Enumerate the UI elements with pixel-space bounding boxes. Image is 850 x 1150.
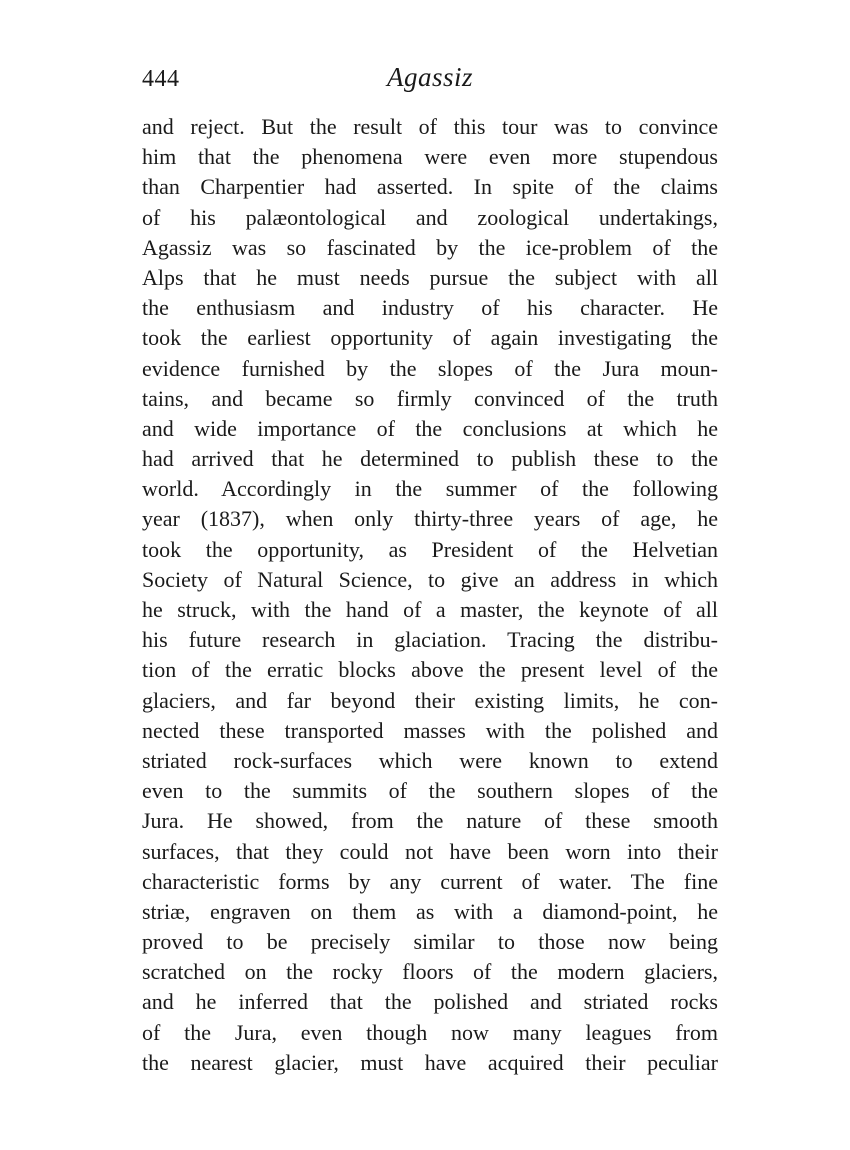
text-line: the nearest glacier, must have acquired their peculiar [142,1049,718,1075]
text-line: took the earliest opportunity of again investigating the [142,325,718,351]
text-line: tion of the erratic blocks above the present level of the [142,657,718,683]
text-line: than Charpentier had asserted. In spite of the claims [142,174,718,200]
text-line: world. Accordingly in the summer of the following [142,476,718,502]
text-line: and he inferred that the polished and striated rocks [142,989,718,1015]
text-line: nected these transported masses with the polished and [142,717,718,743]
text-line: and reject. But the result of this tour was to convince [142,114,718,139]
text-line: characteristic forms by any current of water. The fine [142,868,718,894]
body-text [142,112,718,1078]
text-line: of his palæontological and zoological undertakings, [142,204,718,230]
running-title: Agassiz [386,62,474,92]
text-line: Alps that he must needs pursue the subject with all [142,264,718,290]
text-line: striated rock-surfaces which were known to extend [142,747,718,773]
text-line: proved to be precisely similar to those now being [142,929,718,955]
page-number: 444 [142,66,180,92]
text-line: Jura. He showed, from the nature of these smooth [142,808,718,834]
text-line: and wide importance of the conclusions at which he [142,415,718,441]
text-line: of the Jura, even though now many leagues from [142,1019,718,1045]
running-head [142,62,718,98]
text-line: year (1837), when only thirty-three years of age, he [142,506,718,532]
text-line: his future research in glaciation. Tracing the distribu- [142,627,718,653]
text-line: tains, and became so firmly convinced of the truth [142,385,718,411]
text-line: evidence furnished by the slopes of the Jura moun- [142,355,718,381]
text-line: the enthusiasm and industry of his character. He [142,295,718,321]
text-line: had arrived that he determined to publish these to the [142,446,718,472]
text-line: him that the phenomena were even more stupendous [142,144,718,170]
text-line: striæ, engraven on them as with a diamond-point, he [142,898,718,924]
text-line: surfaces, that they could not have been worn into their [142,838,718,864]
text-line: scratched on the rocky floors of the modern glaciers, [142,959,718,985]
text-line: he struck, with the hand of a master, the keynote of all [142,597,718,622]
text-line: even to the summits of the southern slopes of the [142,778,718,804]
text-line: Society of Natural Science, to give an address in which [142,566,718,592]
text-line: glaciers, and far beyond their existing limits, he con- [142,687,718,713]
text-line: took the opportunity, as President of the Helvetian [142,536,718,562]
text-line: Agassiz was so fascinated by the ice-problem of the [142,234,718,260]
